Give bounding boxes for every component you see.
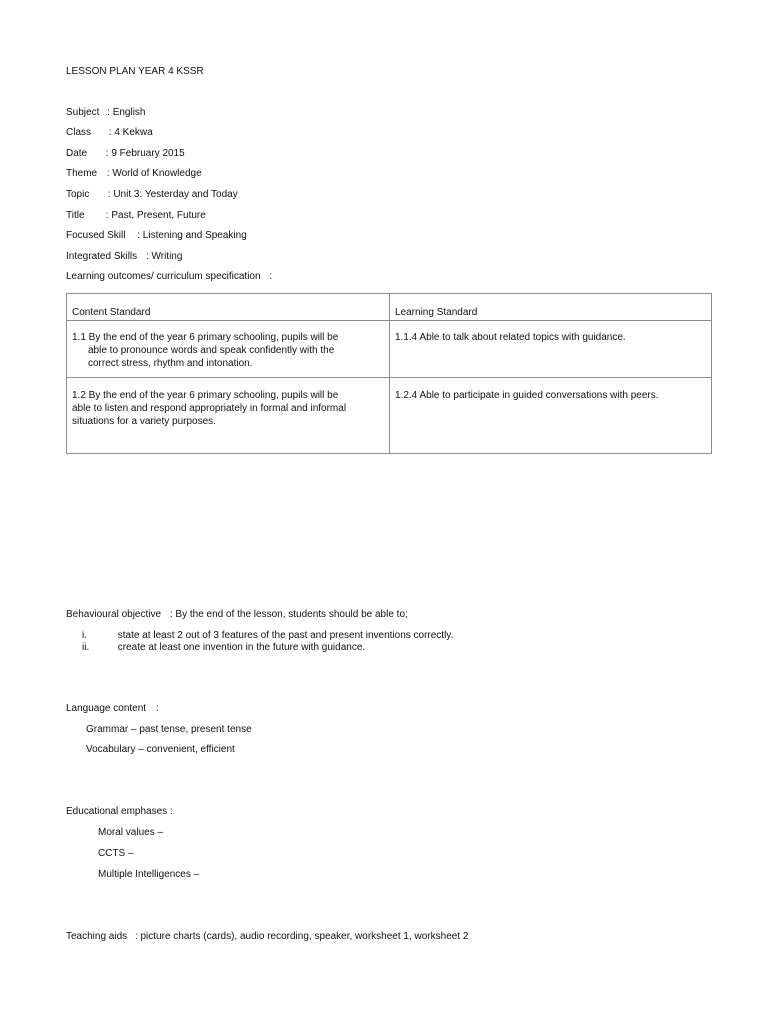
info-value: : Past, Present, Future: [105, 210, 206, 221]
table-cell-learning-1-2-4: 1.2.4 Able to participate in guided conversations with peers.: [395, 390, 659, 401]
table-header-content-standard: Content Standard: [72, 307, 151, 318]
behavioural-objective-label: Behavioural objective: [66, 609, 162, 620]
info-label: Topic: [66, 189, 90, 200]
info-row-title: [66, 210, 206, 221]
objective-number: i.: [82, 630, 87, 641]
document-title: LESSON PLAN YEAR 4 KSSR: [66, 66, 204, 77]
emphasis-item-ccts: CCTS –: [98, 848, 134, 859]
info-label: Class: [66, 127, 92, 138]
standards-table: [66, 293, 712, 454]
table-column-divider: [389, 294, 390, 453]
teaching-aids: [66, 931, 468, 942]
info-row-learning-outcomes: [66, 271, 272, 282]
table-cell-learning-1-1-4: 1.1.4 Able to talk about related topics with guidance.: [395, 332, 626, 343]
info-label: Date: [66, 148, 88, 159]
info-value: : English: [107, 107, 146, 118]
info-value: : Listening and Speaking: [137, 230, 247, 241]
emphasis-item-multiple-intelligences: Multiple Intelligences –: [98, 869, 200, 880]
info-value: : 4 Kekwa: [108, 127, 153, 138]
table-header-learning-standard: Learning Standard: [395, 307, 478, 318]
info-row-integrated-skills: [66, 251, 182, 262]
educational-emphases-label: Educational emphases :: [66, 806, 173, 817]
info-value: : Unit 3: Yesterday and Today: [107, 189, 238, 200]
language-content-label: Language content: [66, 703, 147, 714]
objective-text: create at least one invention in the future with guidance.: [117, 642, 366, 653]
info-value: : World of Knowledge: [106, 168, 202, 179]
language-item-vocabulary: Vocabulary – convenient, efficient: [86, 744, 235, 755]
objective-item-2: [82, 642, 365, 653]
info-row-class: [66, 127, 153, 138]
info-row-focused-skill: [66, 230, 247, 241]
emphasis-item-moral-values: Moral values –: [98, 827, 164, 838]
table-cell-content-1-1: 1.1 By the end of the year 6 primary schooling, pupils will be able to pronounce words and speak confidently with the correct stress, rhythm and intonation.: [72, 332, 339, 369]
teaching-aids-text: : picture charts (cards), audio recording, speaker, worksheet 1, worksheet 2: [134, 931, 469, 942]
info-row-date: [66, 148, 185, 159]
info-label: Focused Skill: [66, 230, 126, 241]
info-label: Title: [66, 210, 85, 221]
objective-item-1: [82, 630, 453, 641]
info-value: : Writing: [145, 251, 183, 262]
info-row-subject: [66, 107, 146, 118]
info-label: Theme: [66, 168, 98, 179]
objective-text: state at least 2 out of 3 features of the past and present inventions correctly.: [117, 630, 454, 641]
language-item-grammar: Grammar – past tense, present tense: [86, 724, 252, 735]
table-row-divider: [67, 377, 711, 378]
info-label: Subject: [66, 107, 100, 118]
info-label: Learning outcomes/ curriculum specification: [66, 271, 261, 282]
info-label: Integrated Skills: [66, 251, 138, 262]
behavioural-objective: [66, 609, 408, 620]
info-value: :: [269, 271, 273, 282]
teaching-aids-label: Teaching aids: [66, 931, 128, 942]
info-row-theme: [66, 168, 202, 179]
table-row-divider: [67, 320, 711, 321]
info-value: : 9 February 2015: [105, 148, 185, 159]
info-row-topic: [66, 189, 238, 200]
table-cell-content-1-2: 1.2 By the end of the year 6 primary schooling, pupils will be able to listen and respond appropriately in formal and informal situations for a variety purposes.: [72, 390, 347, 427]
objective-number: ii.: [82, 642, 90, 653]
language-content-colon: :: [155, 703, 159, 714]
language-content: [66, 703, 159, 714]
behavioural-objective-text: : By the end of the lesson, students should be able to;: [169, 609, 408, 620]
